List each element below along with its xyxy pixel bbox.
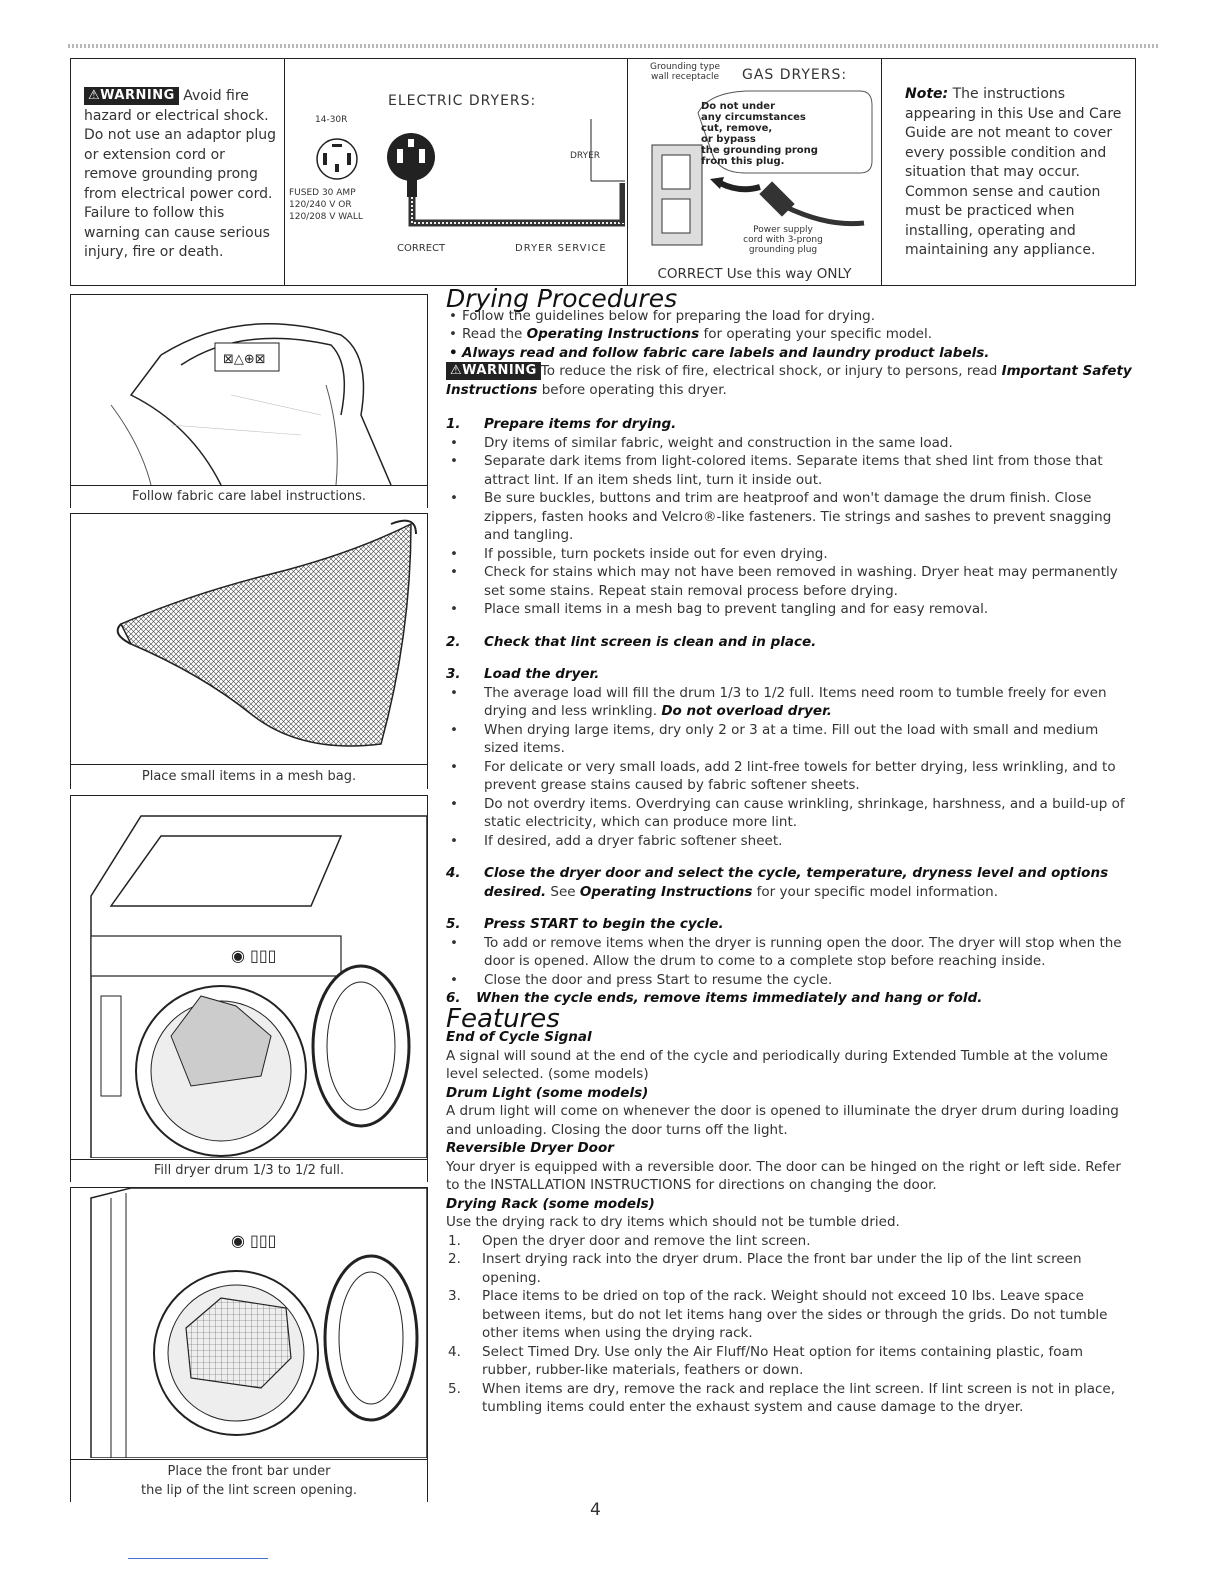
list-item: • The average load will fill the drum 1/3 to 1/2 full. Items need room to tumble freely for even drying and less wrinkling. Do not overload dryer. (446, 684, 1136, 721)
dryer-load-illustration (71, 796, 427, 1158)
feature-heading: Drum Light (some models) (446, 1084, 649, 1101)
list-item: • Follow the guidelines below for preparing the load for drying. (446, 307, 1136, 326)
dryer-service-label: DRYER SERVICE (515, 243, 607, 254)
footer-rule (128, 1558, 268, 1559)
drying-procedures-section (446, 284, 1136, 1417)
list-item: • Dry items of similar fabric, weight and construction in the same load. (446, 434, 1136, 453)
figure-shirt-collar (70, 294, 428, 508)
top-info-box (70, 58, 1136, 286)
step-3: 3. Load the dryer. • The average load will fill the drum 1/3 to 1/2 full. Items need room to tumble freely for even drying and less wrinkling. Do not overload dryer. • When drying large items, dry only 2 or 3 at a time. Fill out the load with small and medium sized items. • For delicate or very small loads, add 2 lint-free towels for better drying, less wrinkling, and to prevent grease stains caused by fabric softener sheets. • Do not overdry items. Overdrying can cause wrinkling, shrinkage, harshness, and a build-up of static electricity, which can produce more lint. • If desired, add a dryer fabric softener sheet. (446, 665, 1136, 850)
page-number: 4 (590, 1500, 601, 1520)
list-item: • Separate dark items from light-colored items. Separate items that shed lint from those that attract lint. If an item sheds lint, turn it inside out. (446, 452, 1136, 489)
list-item: • Check for stains which may not have been removed in washing. Dryer heat may permanently set some stains. Repeat stain removal process before drying. (446, 563, 1136, 600)
note-panel (905, 85, 1127, 261)
correct-label: CORRECT (397, 243, 446, 254)
drying-procedures-title: Drying Procedures (446, 284, 678, 313)
note-label: Note: (905, 86, 949, 102)
list-item: • Place small items in a mesh bag to prevent tangling and for easy removal. (446, 600, 1136, 619)
list-item: • For delicate or very small loads, add 2 lint-free towels for better drying, less wrinkling, and to prevent grease stains caused by fabric softener sheets. (446, 758, 1136, 795)
power-cord-label: Power supply cord with 3-prong grounding plug (743, 225, 823, 255)
dryer-label: DRYER (570, 151, 601, 161)
svg-text:◉ ▯▯▯: ◉ ▯▯▯ (231, 946, 277, 965)
feature-heading: Drying Rack (some models) (446, 1195, 655, 1212)
svg-text:◉ ▯▯▯: ◉ ▯▯▯ (231, 1231, 277, 1250)
figure-caption: Fill dryer drum 1/3 to 1/2 full. (71, 1159, 427, 1182)
warning-text: Avoid fire hazard or electrical shock. Do not use an adaptor plug or extension cord or remove grounding prong from electrical power cord. Failure to follow this warning can cause serious injury, fire or death. (84, 88, 277, 260)
step-6: 6. When the cycle ends, remove items immediately and hang or fold. (446, 990, 983, 1006)
gas-dryers-panel (628, 59, 881, 285)
gas-correct-label: CORRECT Use this way ONLY (657, 266, 852, 282)
figure-dryer-load (70, 795, 428, 1182)
list-item: • To add or remove items when the dryer is running open the door. The dryer will stop when the door is opened. Allow the drum to come to a complete stop before reaching inside. (446, 934, 1136, 971)
step-4: 4. Close the dryer door and select the cycle, temperature, dryness level and options desired. See Operating Instructions for your specific model information. (446, 865, 1109, 900)
list-item: • Read the Operating Instructions for operating your specific model. (446, 325, 1136, 344)
electric-dryers-panel (285, 59, 627, 285)
figure-caption: Follow fabric care label instructions. (71, 485, 427, 508)
list-item: • If possible, turn pockets inside out for even drying. (446, 545, 1136, 564)
figure-mesh-bag (70, 513, 428, 789)
step-2: 2. Check that lint screen is clean and in place. (446, 633, 817, 650)
list-item: • Always read and follow fabric care labels and laundry product labels. (446, 344, 1136, 363)
feature-heading: End of Cycle Signal (446, 1029, 592, 1045)
svg-text:⊠△⊕⊠: ⊠△⊕⊠ (223, 352, 266, 367)
list-item: 4. Select Timed Dry. Use only the Air Fluff/No Heat option for items containing plastic, foam rubber, rubber-like materials, feathers or down. (448, 1343, 1083, 1378)
receptacle-type-label: Grounding type wall receptacle (650, 62, 720, 82)
warning-badge: ⚠WARNING (446, 362, 541, 380)
feature-heading: Reversible Dryer Door (446, 1140, 614, 1156)
figure-caption: Place small items in a mesh bag. (71, 764, 427, 789)
figure-drying-rack (70, 1187, 428, 1502)
warning-badge: ⚠WARNING (84, 87, 179, 105)
figure-caption: Place the front bar under the lip of the lint screen opening. (71, 1459, 427, 1504)
shirt-collar-illustration (71, 295, 427, 485)
drying-rack-illustration (71, 1188, 427, 1458)
list-item: 2. Insert drying rack into the dryer drum. Place the front bar under the lip of the lint screen opening. (448, 1251, 1082, 1286)
list-item: • If desired, add a dryer fabric softener sheet. (446, 832, 1136, 851)
mesh-bag-illustration (71, 514, 427, 764)
list-item: 5. When items are dry, remove the rack and replace the lint screen. If lint screen is not in place, tumbling items could enter the exhaust system and cause damage to the dryer. (448, 1380, 1115, 1415)
list-item: 1. Open the dryer door and remove the lint screen. (448, 1232, 811, 1249)
grounding-callout: Do not under any circumstances cut, remove, or bypass the grounding prong from this plug. (701, 101, 818, 167)
list-item: • Be sure buckles, buttons and trim are heatproof and won't damage the drum finish. Close zippers, fasten hooks and Velcro®-like fasteners. Tie strings and sashes to prevent snagging and tangling. (446, 489, 1136, 545)
warning-panel (84, 87, 280, 263)
feature-text: A signal will sound at the end of the cycle and periodically during Extended Tumble at the volume level selected. (some models) (446, 1047, 1108, 1082)
list-item: • When drying large items, dry only 2 or 3 at a time. Fill out the load with small and medium sized items. (446, 721, 1136, 758)
feature-text: Your dryer is equipped with a reversible door. The door can be hinged on the right or left side. Refer to the INSTALLATION INSTRUCTIONS for directions on changing the door. (446, 1158, 1121, 1193)
fuse-labels: FUSED 30 AMP 120/240 V OR 120/208 V WALL (289, 188, 363, 222)
features-section (446, 1028, 1136, 1417)
features-title: Features (446, 1003, 560, 1034)
drying-rack-steps (446, 1232, 1136, 1417)
note-text: The instructions appearing in this Use and Care Guide are not meant to cover every possible condition and situation that may occur. Common sense and caution must be practiced when installing, operating and maintaining any appliance. (905, 86, 1122, 258)
feature-text: A drum light will come on whenever the door is opened to illuminate the dryer drum during loading and unloading. Closing the door turns off the light. (446, 1103, 1119, 1138)
receptacle-label: 14-30R (315, 115, 348, 125)
feature-text: Use the drying rack to dry items which should not be tumble dried. (446, 1214, 900, 1230)
top-rule (68, 44, 1158, 48)
gas-title: GAS DRYERS: (742, 67, 848, 83)
list-item: 3. Place items to be dried on top of the rack. Weight should not exceed 10 lbs. Leave space between items, but do not let items hang over the sides or through the grids. Do not tumble other items when using the drying rack. (448, 1288, 1108, 1341)
intro-list (446, 307, 1136, 363)
list-item: • Close the door and press Start to resume the cycle. (446, 971, 1136, 990)
step-1: 1. Prepare items for drying. • Dry items of similar fabric, weight and construction in the same load. • Separate dark items from light-colored items. Separate items that shed lint from those that attract lint. If an item sheds lint, turn it inside out. • Be sure buckles, buttons and trim are heatproof and won't damage the drum finish. Close zippers, fasten hooks and Velcro®-like fasteners. Tie strings and sashes to prevent snagging and tangling. • If possible, turn pockets inside out for even drying. • Check for stains which may not have been removed in washing. Dryer heat may permanently set some stains. Repeat stain removal process before drying. • Place small items in a mesh bag to prevent tangling and for easy removal. (446, 415, 1136, 619)
electric-title: ELECTRIC DRYERS: (388, 93, 537, 109)
warning-paragraph: ⚠WARNING To reduce the risk of fire, electrical shock, or injury to persons, read Important Safety Instructions before operating this dryer. (446, 363, 1132, 398)
list-item: • Do not overdry items. Overdrying can cause wrinkling, shrinkage, harshness, and a build-up of static electricity, which can produce more lint. (446, 795, 1136, 832)
step-5: 5. Press START to begin the cycle. • To add or remove items when the dryer is running open the door. The dryer will stop when the door is opened. Allow the drum to come to a complete stop before reaching inside. • Close the door and press Start to resume the cycle. (446, 915, 1136, 989)
